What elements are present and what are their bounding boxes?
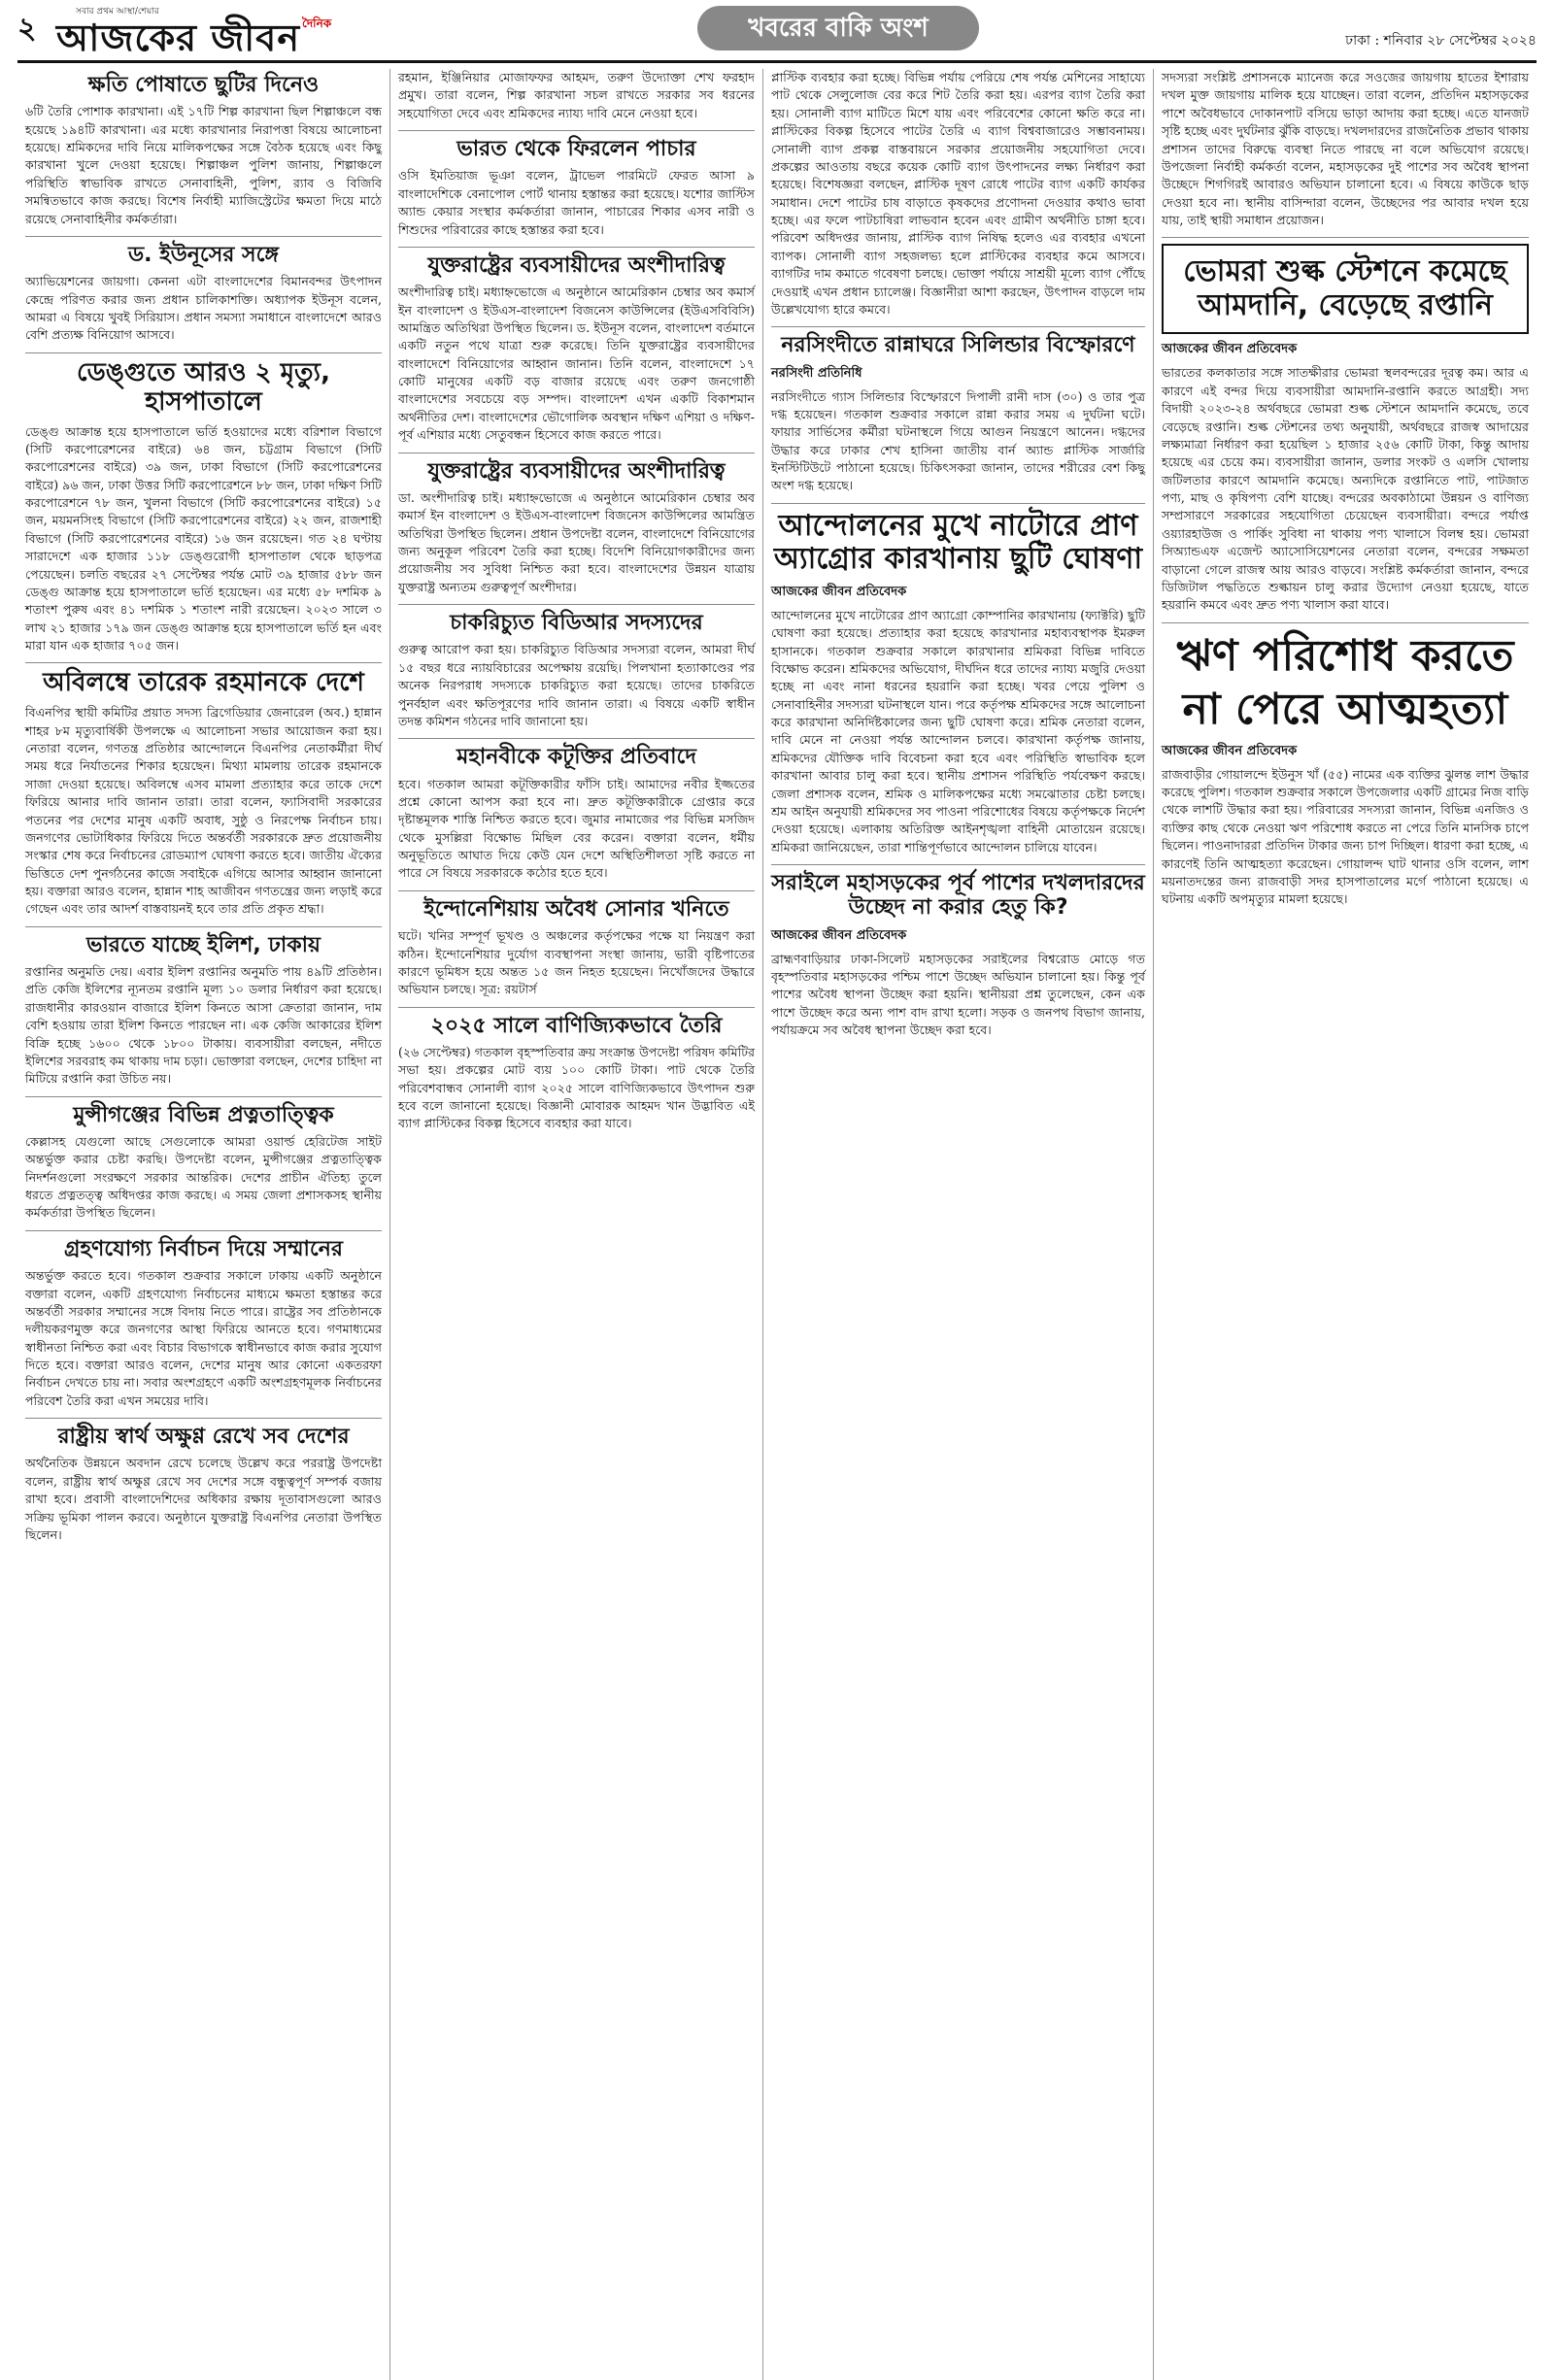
- article-headline[interactable]: যুক্তরাষ্ট্রের ব্যবসায়ীদের অংশীদারিত্ব: [427, 252, 726, 278]
- article-byline: আজকের জীবন প্রতিবেদক: [771, 584, 907, 599]
- article[interactable]: [398, 459, 755, 597]
- divider: [25, 1230, 382, 1231]
- article[interactable]: [25, 359, 382, 655]
- article[interactable]: [398, 745, 755, 883]
- article-headline[interactable]: মুন্সীগঞ্জের বিভিন্ন প্রত্নতাত্ত্বিক: [73, 1102, 334, 1127]
- page-number: ২: [17, 12, 37, 46]
- column-1: [17, 69, 390, 2380]
- article-body: ৬টি তৈরি পোশাক কারখানা। এই ১৭টি শিল্প কারখানা ছিল শিল্পাঞ্চলে বন্ধ হয়েছে ১৯৪টি কারখানা। এর মধ্যে কারখানার নিরাপত্তা বিষয়ে আলোচনা হয়েছে। শ্রমিকদের দাবি নিয়ে মালিকপক্ষের সঙ্গে বৈঠক হয়েছে এবং কিছু কারখানা খুলে দেওয়া হয়েছে। শিল্পাঞ্চল পুলিশ জানায়, শিল্পাঞ্চলে পরিস্থিতি স্বাভাবিক রাখতে সেনাবাহিনী, পুলিশ, র‍্যাব ও বিজিবি সমন্বিতভাবে কাজ করছে। বিশেষ নির্বাহী ম্যাজিস্ট্রেটের ক্ষমতা দিয়ে মাঠে রয়েছে সেনাবাহিনীর কর্মকর্তারা।: [25, 104, 382, 226]
- logo-name: আজকের জীবন: [56, 17, 301, 59]
- divider: [25, 1418, 382, 1419]
- article-body: প্লাস্টিক ব্যবহার করা হচ্ছে। বিভিন্ন পর্যায় পেরিয়ে শেষ পর্যন্ত মেশিনের সাহায্যে পাট থেকে সেলুলোজ বের করে শিট তৈরি করা হয়। এরপর ব্যাগ তৈরি করা হয়। সোনালী ব্যাগ মাটিতে মিশে যায় এবং পরিবেশের কোনো ক্ষতি করে না। প্লাস্টিকের বিকল্প হিসেবে পাটের তৈরি এ ব্যাগ বিশ্ববাজারেও সম্ভাবনাময়। সোনালী ব্যাগ প্রকল্প বাস্তবায়নে সরকার প্রয়োজনীয় সহযোগিতা দেবে। প্রকল্পের আওতায় বছরে কয়েক কোটি ব্যাগ উৎপাদনের লক্ষ্য নির্ধারণ করা হয়েছে। বিশেষজ্ঞরা বলছেন, প্লাস্টিক দূষণ রোধে পাটের ব্যাগ একটি কার্যকর সমাধান। দেশে পাটের চাষ বাড়াতে কৃষকদের প্রণোদনা দেওয়ার কথাও ভাবা হচ্ছে। এর ফলে পাটচাষিরা লাভবান হবেন এবং গ্রামীণ অর্থনীতি চাঙ্গা হবে। পরিবেশ অধিদপ্তর জানায়, প্লাস্টিক ব্যাগ নিষিদ্ধ হলেও এর ব্যবহার এখনো ব্যাপক। সোনালী ব্যাগ সহজলভ্য হলে প্লাস্টিকের ব্যবহার কমে আসবে। ব্যাগটির দাম কমাতে গবেষণা চলছে। ভোক্তা পর্যায়ে সাশ্রয়ী মূল্যে ব্যাগ পৌঁছে দেওয়াই এখন প্রধান চ্যালেঞ্জ। বিজ্ঞানীরা আশা করছেন, উৎপাদন বাড়লে দাম উল্লেখযোগ্য হারে কমবে।: [771, 70, 1145, 317]
- divider: [1162, 622, 1529, 623]
- article-headline[interactable]: নরসিংদীতে রান্নাঘরে সিলিন্ডার বিস্ফোরণে: [781, 333, 1135, 358]
- article[interactable]: [771, 871, 1145, 1039]
- article-continuation[interactable]: [771, 69, 1145, 318]
- article-headline[interactable]: ইন্দোনেশিয়ায় অবৈধ সোনার খনিতে: [423, 896, 729, 922]
- article[interactable]: [1162, 629, 1529, 909]
- logo-daily-label: দৈনিক: [302, 17, 332, 30]
- article[interactable]: [771, 333, 1145, 495]
- article-byline: আজকের জীবন প্রতিবেদক: [771, 927, 907, 943]
- article[interactable]: [25, 933, 382, 1089]
- masthead: [17, 0, 1537, 63]
- article-headline[interactable]: মহানবীকে কটূক্তির প্রতিবাদে: [456, 745, 696, 770]
- article-headline[interactable]: রাষ্ট্রীয় স্বার্থ অক্ষুণ্ণ রেখে সব দেশের: [57, 1425, 350, 1450]
- article-headline[interactable]: ক্ষতি পোষাতে ছুটির দিনেও: [87, 73, 320, 97]
- article-body: কেল্লাসহ যেগুলো আছে সেগুলোকে আমরা ওয়ার্ল্ড হেরিটেজ সাইট অন্তর্ভুক্ত করার চেষ্টা করছি। উপদেষ্টা বলেন, মুন্সীগঞ্জের প্রত্নতাত্ত্বিক নিদর্শনগুলো সংরক্ষণে সরকার আন্তরিক। দেশের প্রাচীন ঐতিহ্য তুলে ধরতে প্রত্নতত্ত্ব অধিদপ্তর কাজ করছে। এ সময় জেলা প্রশাসকসহ স্থানীয় কর্মকর্তারা উপস্থিত ছিলেন।: [25, 1133, 382, 1221]
- article-byline: আজকের জীবন প্রতিবেদক: [1162, 743, 1298, 758]
- article[interactable]: [398, 611, 755, 730]
- article-headline[interactable]: ভারত থেকে ফিরলেন পাচার: [456, 137, 696, 162]
- article-body: সদস্যরা সংশ্লিষ্ট প্রশাসনকে ম্যানেজ করে সওজের জায়গায় হাতের ইশারায় দখল মুক্ত জায়গায় মালিক হয়ে যাচ্ছেন। তারা বলেন, প্রতিদিন মহাসড়কের পাশে অবৈধভাবে দোকানপাট বসিয়ে ভাড়া আদায় করা হচ্ছে। এতে যানজট সৃষ্টি হচ্ছে এবং দুর্ঘটনার ঝুঁকি বাড়ছে। দখলদারদের রাজনৈতিক প্রভাব থাকায় প্রশাসন তাদের বিরুদ্ধে ব্যবস্থা নিতে পারছে না বলে অভিযোগ রয়েছে। উপজেলা নির্বাহী কর্মকর্তা বলেন, মহাসড়কের দুই পাশের সব অবৈধ স্থাপনা উচ্ছেদে শিগগিরই আবারও অভিযান চালানো হবে। এ বিষয়ে কাউকে ছাড় দেওয়া হবে না। স্থানীয় বাসিন্দারা বলেন, উচ্ছেদের পর আবার দখল হয়ে যায়, তাই স্থায়ী সমাধান প্রয়োজন।: [1162, 70, 1529, 227]
- divider: [398, 738, 755, 739]
- article[interactable]: [771, 510, 1145, 856]
- article-continuation[interactable]: [1162, 69, 1529, 229]
- article-headline[interactable]: ডেঙ্গুতে আরও ২ মৃত্যু, হাসপাতালে: [77, 357, 330, 417]
- divider: [25, 352, 382, 353]
- divider: [398, 604, 755, 605]
- article-body: অ্যাভিয়েশনের জায়গা। কেননা এটা বাংলাদেশের বিমানবন্দর উৎপাদন কেন্দ্রে পরিণত করার জন্য প্রধান চালিকাশক্তি। অধ্যাপক ইউনূস বলেন, আমরা এ বিষয়ে খুবই সিরিয়াস। প্রধান সমস্যা সমাধানে বাংলাদেশে আরও বেশি প্রত্যক্ষ বিনিয়োগ আসবে।: [25, 274, 382, 343]
- article-headline[interactable]: ভারতে যাচ্ছে ইলিশ, ঢাকায়: [86, 932, 321, 957]
- section-title-banner: খবরের বাকি অংশ: [697, 6, 979, 50]
- article-body: ওসি ইমতিয়াজ ভূঞা বলেন, ট্রাভেল পারমিটে ফেরত আসা ৯ বাংলাদেশিকে বেনাপোল পোর্ট থানায় হস্তান্তর করা হয়েছে। যশোর জাস্টিস অ্যান্ড কেয়ার সংস্থার কর্মকর্তারা জানান, পাচারের শিকার এসব নারী ও শিশুদের পরিবারের কাছে হস্তান্তর করা হবে।: [398, 168, 755, 237]
- article-headline[interactable]: সরাইলে মহাসড়কের পূর্ব পাশের দখলদারদের উচ্ছেদ না করার হেতু কি?: [771, 871, 1145, 921]
- article-headline[interactable]: অবিলম্বে তারেক রহমানকে দেশে: [43, 668, 364, 698]
- article-headline[interactable]: ঋণ পরিশোধ করতে না পেরে আত্মহত্যা: [1176, 630, 1514, 734]
- article-byline: আজকের জীবন প্রতিবেদক: [1162, 342, 1298, 357]
- column-3: [763, 69, 1154, 2380]
- article-headline[interactable]: ভোমরা শুল্ক স্টেশনে কমেছে আমদানি, বেড়েছে রপ্তানি: [1162, 244, 1529, 334]
- article[interactable]: [25, 1425, 382, 1544]
- divider: [771, 503, 1145, 504]
- article-body: রহমান, ইঞ্জিনিয়ার মোজাফফর আহমদ, তরুণ উদ্যোক্তা শেখ ফরহাদ প্রমুখ। তারা বলেন, শিল্প কারখানা সচল রাখতে সরকার সব ধরনের সহযোগিতা দেবে এবং শ্রমিকদের ন্যায্য দাবি মেনে নেওয়া হবে।: [398, 70, 755, 120]
- article[interactable]: [398, 1014, 755, 1133]
- article[interactable]: [398, 137, 755, 239]
- article[interactable]: [25, 1103, 382, 1223]
- article-body: অংশীদারিত্ব চাই। মধ্যাহ্নভোজে এ অনুষ্ঠানে আমেরিকান চেম্বার অব কমার্স ইন বাংলাদেশ ও ইউএস-বাংলাদেশ বিজনেস কাউন্সিলের (ইউএসবিবিসি) আমন্ত্রিত অতিথিরা উপস্থিত ছিলেন। ড. ইউনূস বলেন, বাংলাদেশ বর্তমানে একটি নতুন পথে যাত্রা শুরু করেছে। তিনি যুক্তরাষ্ট্রের ব্যবসায়ীদের বাংলাদেশে বিনিয়োগের আহ্বান জানান। তিনি বলেন, বাংলাদেশে ১৭ কোটি মানুষের একটি বড় বাজার রয়েছে এবং তরুণ জনগোষ্ঠী বাংলাদেশের সবচেয়ে বড় সম্পদ। বাংলাদেশ এখন একটি বিকাশমান অর্থনীতির দেশ। বাংলাদেশের ভৌগোলিক অবস্থান দক্ষিণ এশিয়া ও দক্ষিণ-পূর্ব এশিয়ার মধ্যে সেতুবন্ধন হিসেবে কাজ করতে পারে।: [398, 285, 755, 443]
- article-body: ডেঙ্গু আক্রান্ত হয়ে হাসপাতালে ভর্তি হওয়াদের মধ্যে বরিশাল বিভাগে (সিটি করপোরেশনের বাইরে) ৬৪ জন, চট্টগ্রাম বিভাগে (সিটি করপোরেশনের বাইরে) ৩৯ জন, ঢাকা বিভাগে (সিটি করপোরেশনের বাইরে) ৯৬ জন, ঢাকা উত্তর সিটি করপোরেশনে ৮৮ জন, ঢাকা দক্ষিণ সিটি করপোরেশনে ৭৮ জন, খুলনা বিভাগে (সিটি করপোরেশনের বাইরে) ১৫ জন, ময়মনসিংহ বিভাগে (সিটি করপোরেশনের বাইরে) ২২ জন, রাজশাহী বিভাগে (সিটি করপোরেশনের বাইরে) ১৬ জন রয়েছেন। গত ২৪ ঘণ্টায় সারাদেশে এক হাজার ১১৮ ডেঙ্গুরোগী হাসপাতাল থেকে ছাড়পত্র পেয়েছেন। চলতি বছরের ২৭ সেপ্টেম্বর পর্যন্ত মোট ৩৯ হাজার ৫৮৮ জন ডেঙ্গু আক্রান্ত হয়ে হাসপাতালে ভর্তি হয়েছেন। এর মধ্যে ৫৮ দশমিক ৯ শতাংশ পুরুষ এবং ৪১ দশমিক ১ শতাংশ নারী রয়েছেন। ২০২৩ সালে ৩ লাখ ২১ হাজার ১৭৯ জন ডেঙ্গু আক্রান্ত হয়ে হাসপাতালে ভর্তি হন এবং মারা যান এক হাজার ৭০৫ জন।: [25, 423, 382, 653]
- article-byline: নরসিংদী প্রতিনিধি: [771, 365, 862, 381]
- divider: [25, 236, 382, 237]
- article-headline[interactable]: আন্দোলনের মুখে নাটোরে প্রাণ অ্যাগ্রোর কারখানায় ছুটি ঘোষণা: [773, 508, 1143, 577]
- article-headline[interactable]: চাকরিচ্যুত বিডিআর সদস্যদের: [450, 611, 703, 636]
- article-body: নরসিংদীতে গ্যাস সিলিন্ডার বিস্ফোরণে দিপালী রানী দাস (৩০) ও তার পুত্র দগ্ধ হয়েছেন। গতকাল শুক্রবার সকালে রান্না করার সময় এ দুর্ঘটনা ঘটে। ফায়ার সার্ভিসের কর্মীরা ঘটনাস্থলে গিয়ে আগুন নিয়ন্ত্রণে আনেন। দগ্ধদের উদ্ধার করে ঢাকার শেখ হাসিনা জাতীয় বার্ন অ্যান্ড প্লাস্টিক সার্জারি ইনস্টিটিউটে পাঠানো হয়েছে। চিকিৎসকরা জানান, তাদের শরীরের বেশ কিছু অংশ দগ্ধ হয়েছে।: [771, 388, 1145, 493]
- article-body: ব্রাহ্মণবাড়িয়ার ঢাকা-সিলেট মহাসড়কের সরাইলের বিশ্বরোড মোড়ে গত বৃহস্পতিবার মহাসড়কের পশ্চিম পাশে উচ্ছেদ অভিযান চালানো হয়। কিন্তু পূর্ব পাশের অবৈধ স্থাপনা উচ্ছেদ করা হয়নি। স্থানীয়রা প্রশ্ন তুলেছেন, কেন এক পাশে উচ্ছেদ করে অন্য পাশ বাদ রাখা হলো। সড়ক ও জনপথ বিভাগ জানায়, পর্যায়ক্রমে সব অবৈধ স্থাপনা উচ্ছেদ করা হবে।: [771, 951, 1145, 1038]
- article-body: (২৬ সেপ্টেম্বর) গতকাল বৃহস্পতিবার ক্রয় সংক্রান্ত উপদেষ্টা পরিষদ কমিটির সভা হয়। প্রকল্পের মোট ব্যয় ১০০ কোটি টাকা। পাট থেকে তৈরি পরিবেশবান্ধব সোনালী ব্যাগ ২০২৫ সালে বাণিজ্যিকভাবে উৎপাদন শুরু হবে বলে জানানো হয়েছে। বিজ্ঞানী মোবারক আহমদ খান উদ্ভাবিত এই ব্যাগ প্লাস্টিকের বিকল্প হিসেবে ব্যবহার করা যাবে।: [398, 1044, 755, 1131]
- divider: [398, 130, 755, 131]
- article-columns: [17, 69, 1537, 2380]
- article-headline[interactable]: গ্রহণযোগ্য নির্বাচন দিয়ে সম্মানের: [63, 1236, 344, 1261]
- article[interactable]: [398, 253, 755, 445]
- article-body: হবে। গতকাল আমরা কটূক্তিকারীর ফাঁসি চাই। আমাদের নবীর ইজ্জতের প্রশ্নে কোনো আপস করা হবে না। দ্রুত কটূক্তিকারীকে গ্রেপ্তার করে দৃষ্টান্তমূলক শাস্তি নিশ্চিত করতে হবে। জুমার নামাজের পর বিভিন্ন মসজিদ থেকে মুসল্লিরা বিক্ষোভ মিছিল বের করেন। বক্তারা বলেন, ধর্মীয় অনুভূতিতে আঘাত দিয়ে কেউ যেন দেশে অস্থিতিশীলতা সৃষ্টি করতে না পারে সে বিষয়ে সরকারকে কঠোর হতে হবে।: [398, 776, 755, 881]
- article-body: রপ্তানির অনুমতি দেয়। এবার ইলিশ রপ্তানির অনুমতি পায় ৪৯টি প্রতিষ্ঠান। প্রতি কেজি ইলিশের ন্যূনতম রপ্তানি মূল্য ১০ ডলার নির্ধারণ করা হয়েছে। রাজধানীর কারওয়ান বাজারে ইলিশ কিনতে আসা ক্রেতারা জানান, দাম বেশি হওয়ায় তারা ইলিশ কিনতে পারছেন না। এক কেজি আকারের ইলিশ বিক্রি হচ্ছে ১৬০০ থেকে ১৮০০ টাকায়। ব্যবসায়ীরা বলছেন, নদীতে ইলিশের সরবরাহ কম থাকায় দাম চড়া। ভোক্তারা বলছেন, দেশের চাহিদা না মিটিয়ে রপ্তানি করা উচিত নয়।: [25, 964, 382, 1087]
- article-body: রাজবাড়ীর গোয়ালন্দে ইউনুস খাঁ (৫৫) নামের এক ব্যক্তির ঝুলন্ত লাশ উদ্ধার করেছে পুলিশ। গতকাল শুক্রবার সকালে উপজেলার একটি গ্রামের নিজ বাড়ি থেকে লাশটি উদ্ধার করা হয়। পরিবারের সদস্যরা জানান, বিভিন্ন এনজিও ও ব্যক্তির কাছ থেকে নেওয়া ঋণ পরিশোধ করতে না পেরে তিনি মানসিক চাপে ছিলেন। পাওনাদাররা প্রতিদিন টাকার জন্য চাপ দিচ্ছিল। ধারণা করা হচ্ছে, এ কারণেই তিনি আত্মহত্যা করেছেন। গোয়ালন্দ ঘাট থানার ওসি বলেন, লাশ ময়নাতদন্তের জন্য রাজবাড়ী সদর হাসপাতালের মর্গে পাঠানো হয়েছে। এ ঘটনায় একটি অপমৃত্যুর মামলা হয়েছে।: [1162, 766, 1529, 907]
- article-body: ডা. অংশীদারিত্ব চাই। মধ্যাহ্নভোজে এ অনুষ্ঠানে আমেরিকান চেম্বার অব কমার্স ইন বাংলাদেশ ও ইউএস-বাংলাদেশ বিজনেস কাউন্সিলের আমন্ত্রিত অতিথিরা উপস্থিত ছিলেন। প্রধান উপদেষ্টা বলেন, বাংলাদেশে বিনিয়োগের জন্য অনুকূল পরিবেশ তৈরি করা হচ্ছে। বিদেশি বিনিয়োগকারীদের জন্য প্রয়োজনীয় সব সুবিধা নিশ্চিত করা হবে। বাংলাদেশের উন্নয়ন যাত্রায় যুক্তরাষ্ট্র অন্যতম গুরুত্বপূর্ণ অংশীদার।: [398, 489, 755, 594]
- divider: [398, 1007, 755, 1008]
- logo-tagline: সবার প্রথম আস্থা/শেয়ার: [76, 7, 159, 17]
- article-continuation[interactable]: [398, 69, 755, 122]
- article[interactable]: [25, 1237, 382, 1410]
- article-body: ঘটে। খনির সম্পূর্ণ ভূখণ্ড ও অঞ্চলের কর্তৃপক্ষের পক্ষে যা নিয়ন্ত্রণ করা কঠিন। ইন্দোনেশিয়ার দুর্যোগ ব্যবস্থাপনা সংস্থা জানায়, ভারী বৃষ্টিপাতের কারণে ভূমিধস হয়ে অন্তত ১৫ জন নিহত হয়েছেন। নিখোঁজদের উদ্ধারে অভিযান চলছে। সূত্র: রয়টার্স: [398, 928, 755, 997]
- dateline: ঢাকা : শনিবার ২৮ সেপ্টেম্বর ২০২৪: [1345, 33, 1537, 49]
- article-headline[interactable]: ২০২৫ সালে বাণিজ্যিকভাবে তৈরি: [430, 1013, 723, 1038]
- article-body: ভারতের কলকাতার সঙ্গে সাতক্ষীরার ভোমরা স্থলবন্দরের দূরত্ব কম। আর এ কারণে এই বন্দর দিয়ে ব্যবসায়ীরা আমদানি-রপ্তানি করতে আগ্রহী। সদ্য বিদায়ী ২০২৩-২৪ অর্থবছরে ভোমরা শুল্ক স্টেশনে আমদানি কমেছে, তবে বেড়েছে রপ্তানি। শুল্ক স্টেশনের তথ্য অনুযায়ী, অর্থবছরে রাজস্ব আদায়ের লক্ষ্যমাত্রা নির্ধারণ করা হয়েছিল ১ হাজার ২৫৬ কোটি টাকা, কিন্তু আদায় হয়েছে এর চেয়ে কম। ব্যবসায়ীরা জানান, ডলার সংকট ও এলসি খোলায় জটিলতার কারণে আমদানি কমেছে। অন্যদিকে রপ্তানিতে পাট, পাটজাত পণ্য, মাছ ও কৃষিপণ্য বেশি যাচ্ছে। বন্দরের অবকাঠামো উন্নয়ন ও বাণিজ্য সম্প্রসারণে সরকারের সহযোগিতা চেয়েছেন ব্যবসায়ীরা। বন্দরে পর্যাপ্ত ওয়্যারহাউজ ও পার্কিং সুবিধা না থাকায় পণ্য খালাসে বিলম্ব হয়। ভোমরা সিঅ্যান্ডএফ এজেন্ট অ্যাসোসিয়েশনের নেতারা বলেন, বন্দরের সক্ষমতা বাড়ানো গেলে রাজস্ব আয় আরও বাড়বে। সংশ্লিষ্ট কর্মকর্তারা জানান, বন্দরে ডিজিটাল পদ্ধতিতে শুল্কায়ন চালু করার উদ্যোগ নেওয়া হয়েছে, যাতে হয়রানি কমবে এবং দ্রুত পণ্য খালাস করা যাবে।: [1162, 365, 1529, 613]
- newspaper-logo[interactable]: [56, 16, 331, 60]
- divider: [1162, 237, 1529, 238]
- column-2: [390, 69, 763, 2380]
- divider: [25, 926, 382, 927]
- article[interactable]: [25, 669, 382, 918]
- article-body: আন্দোলনের মুখে নাটোরের প্রাণ অ্যাগ্রো কোম্পানির কারখানায় (ফ্যাক্টরি) ছুটি ঘোষণা করা হয়েছে। প্রত্যাহার করা হয়েছে কারখানার মহাব্যবস্থাপক ইমরুল হাসানকে। গতকাল শুক্রবার সকালে কারখানার শ্রমিকরা বিভিন্ন দাবিতে বিক্ষোভ করেন। শ্রমিকদের অভিযোগ, দীর্ঘদিন ধরে তাদের ন্যায্য মজুরি দেওয়া হচ্ছে না এবং নানা ধরনের হয়রানি করা হচ্ছে। খবর পেয়ে পুলিশ ও সেনাবাহিনীর সদস্যরা ঘটনাস্থলে যান। পরে কর্তৃপক্ষ শ্রমিকদের সঙ্গে আলোচনা করে কারখানা অনির্দিষ্টকালের জন্য ছুটি ঘোষণা করে। শ্রমিক নেতারা বলেন, দাবি মেনে না নেওয়া পর্যন্ত আন্দোলন চলবে। কারখানা কর্তৃপক্ষ জানায়, শ্রমিকদের যৌক্তিক দাবি বিবেচনা করা হবে এবং পরিস্থিতি স্বাভাবিক হলে কারখানা আবার চালু করা হবে। স্থানীয় প্রশাসন পরিস্থিতি পর্যবেক্ষণ করছে। জেলা প্রশাসক বলেন, শ্রমিক ও মালিকপক্ষের মধ্যে সমঝোতার চেষ্টা চলছে। শ্রম আইন অনুযায়ী শ্রমিকদের সব পাওনা পরিশোধের বিষয়ে কর্তৃপক্ষকে নির্দেশ দেওয়া হয়েছে। এলাকায় অতিরিক্ত আইনশৃঙ্খলা বাহিনী মোতায়েন রয়েছে। শ্রমিকরা জানিয়েছেন, তারা শান্তিপূর্ণভাবে আন্দোলন চালিয়ে যাবেন।: [771, 607, 1145, 855]
- article[interactable]: [1162, 244, 1529, 614]
- divider: [398, 890, 755, 891]
- article-body: গুরুত্ব আরোপ করা হয়। চাকরিচ্যুত বিডিআর সদস্যরা বলেন, আমরা দীর্ঘ ১৫ বছর ধরে ন্যায়বিচারের অপেক্ষায় রয়েছি। পিলখানা হত্যাকাণ্ডের পর অনেক নিরপরাধ সদস্যকে চাকরিচ্যুত করা হয়েছে। তাদের চাকরিতে পুনর্বহাল এবং ক্ষতিপূরণের দাবি জানান তারা। এ বিষয়ে একটি স্বাধীন তদন্ত কমিশন গঠনের দাবি জানানো হয়।: [398, 642, 755, 728]
- article[interactable]: [25, 73, 382, 228]
- article-headline[interactable]: ড. ইউনূসের সঙ্গে: [127, 242, 280, 267]
- article-body: বিএনপির স্থায়ী কমিটির প্রয়াত সদস্য ব্রিগেডিয়ার জেনারেল (অব.) হান্নান শাহর ৮ম মৃত্যুবার্ষিকী উপলক্ষে এ আলোচনা সভার আয়োজন করা হয়। নেতারা বলেন, গণতন্ত্র প্রতিষ্ঠার আন্দোলনে বিএনপির নেতাকর্মীরা দীর্ঘ সময় ধরে নির্যাতনের শিকার হয়েছেন। মিথ্যা মামলায় তারেক রহমানকে সাজা দেওয়া হয়েছে। অবিলম্বে এসব মামলা প্রত্যাহার করে তাকে দেশে ফিরিয়ে আনার দাবি জানান তারা। তারা বলেন, ফ্যাসিবাদী সরকারের পতনের পর দেশের মানুষ একটি অবাধ, সুষ্ঠু ও নিরপেক্ষ নির্বাচন চায়। জনগণের ভোটাধিকার ফিরিয়ে দিতে অন্তর্বর্তী সরকারকে দ্রুত প্রয়োজনীয় সংস্কার শেষ করে নির্বাচনের রোডম্যাপ ঘোষণা করতে হবে। জাতীয় ঐক্যের ভিত্তিতে দেশ পুনর্গঠনের কাজে সবাইকে এগিয়ে আসার আহ্বান জানানো হয়। বক্তারা আরও বলেন, হান্নান শাহ আজীবন গণতন্ত্রের জন্য লড়াই করে গেছেন এবং তার আদর্শ বাস্তবায়নই হবে তার প্রতি প্রকৃত শ্রদ্ধা।: [25, 705, 382, 917]
- article-headline[interactable]: যুক্তরাষ্ট্রের ব্যবসায়ীদের অংশীদারিত্ব: [427, 458, 726, 484]
- article[interactable]: [398, 897, 755, 999]
- article-body: অন্তর্ভুক্ত করতে হবে। গতকাল শুক্রবার সকালে ঢাকায় একটি অনুষ্ঠানে বক্তারা বলেন, একটি গ্রহণযোগ্য নির্বাচনের মাধ্যমে ক্ষমতা হস্তান্তর করে অন্তর্বর্তী সরকার সম্মানের সঙ্গে বিদায় নিতে পারে। রাষ্ট্রের সব প্রতিষ্ঠানকে দলীয়করণমুক্ত করে জনগণের আস্থা ফিরিয়ে আনতে হবে। গণমাধ্যমের স্বাধীনতা নিশ্চিত করা এবং বিচার বিভাগকে স্বাধীনভাবে কাজ করার সুযোগ দিতে হবে। বক্তারা আরও বলেন, দেশের মানুষ আর কোনো একতরফা নির্বাচন দেখতে চায় না। সবার অংশগ্রহণে একটি অংশগ্রহণমূলক নির্বাচনের পরিবেশ তৈরি করা এখন সময়ের দাবি।: [25, 1268, 382, 1408]
- divider: [25, 662, 382, 663]
- divider: [398, 247, 755, 248]
- article-body: অর্থনৈতিক উন্নয়নে অবদান রেখে চলেছে উল্লেখ করে পররাষ্ট্র উপদেষ্টা বলেন, রাষ্ট্রীয় স্বার্থ অক্ষুণ্ণ রেখে সব দেশের সঙ্গে বন্ধুত্বপূর্ণ সম্পর্ক বজায় রাখা হবে। প্রবাসী বাংলাদেশিদের অধিকার রক্ষায় দূতাবাসগুলো আরও সক্রিয় ভূমিকা পালন করবে। অনুষ্ঠানে যুক্তরাষ্ট্র বিএনপির নেতারা উপস্থিত ছিলেন।: [25, 1456, 382, 1542]
- divider: [771, 864, 1145, 865]
- column-4: [1154, 69, 1537, 2380]
- divider: [771, 326, 1145, 327]
- divider: [25, 1096, 382, 1097]
- article[interactable]: [25, 243, 382, 345]
